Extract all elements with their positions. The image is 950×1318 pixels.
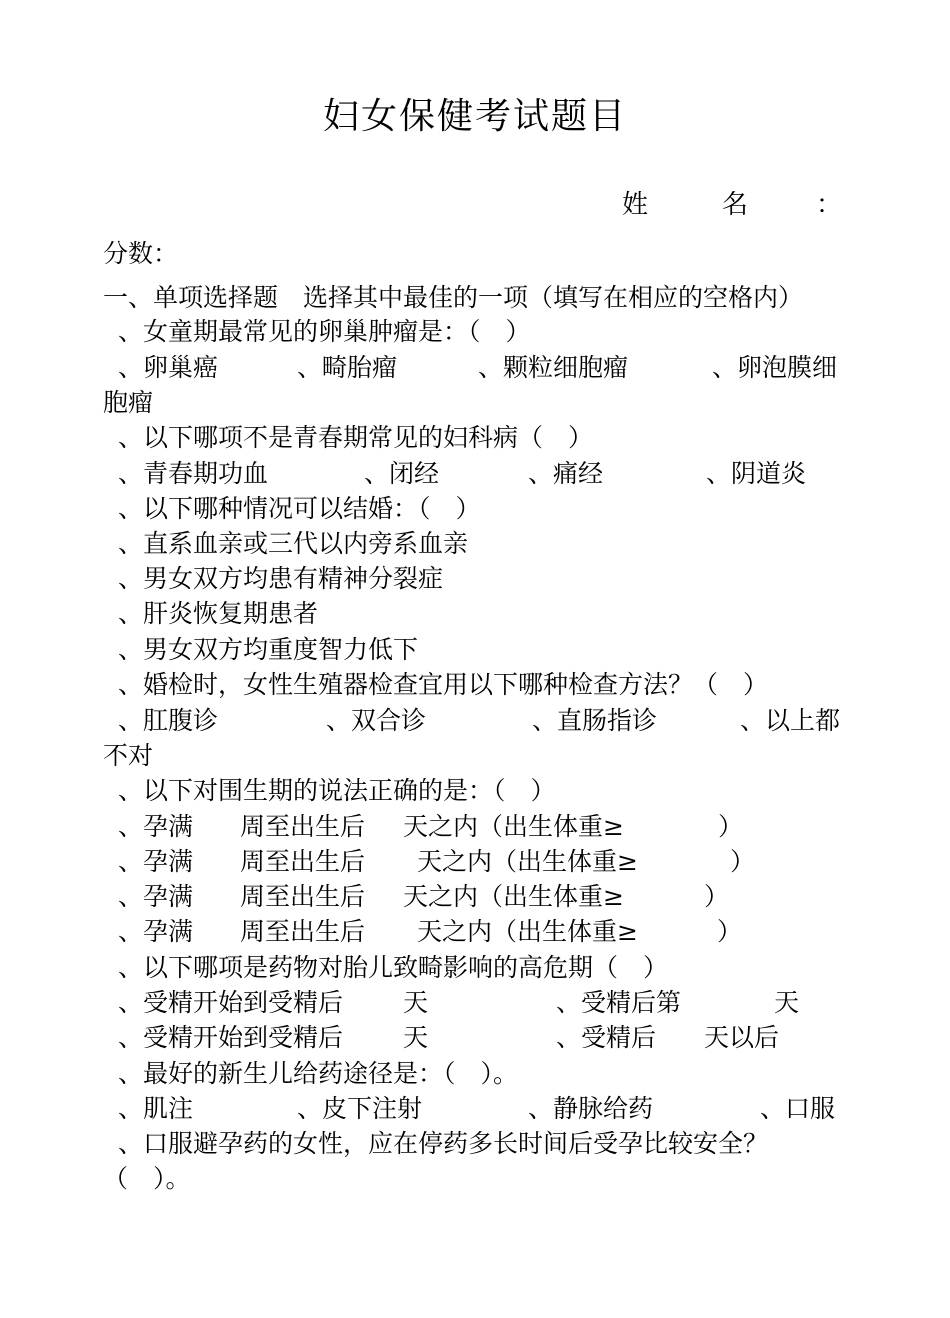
question-1-option-continuation: 胞瘤 xyxy=(103,388,154,417)
question-3-option-a: 、直系血亲或三代以内旁系血亲 xyxy=(118,529,469,558)
option-close: ） xyxy=(730,847,756,876)
option-c: 、静脉给药 xyxy=(528,1094,654,1123)
option-c: 、颗粒细胞瘤 xyxy=(478,353,629,382)
question-4-stem: 、婚检时，女性生殖器检查宜用以下哪种检查方法？（ ） xyxy=(118,670,769,699)
option-b: 、受精后第 xyxy=(556,988,682,1017)
option-d: 、卵泡膜细 xyxy=(712,353,838,382)
option-c: 、受精开始到受精后 xyxy=(118,1023,344,1052)
option-b-unit: 天 xyxy=(774,988,800,1017)
question-2-stem: 、以下哪项不是青春期常见的妇科病（ ） xyxy=(118,423,594,452)
question-3-option-b: 、男女双方均患有精神分裂症 xyxy=(118,564,444,593)
question-8-stem: 、口服避孕药的女性，应在停药多长时间后受孕比较安全？ xyxy=(118,1129,769,1158)
section-heading: 一、单项选择题 选择其中最佳的一项（填写在相应的空格内） xyxy=(103,283,804,312)
question-1-stem: 、女童期最常见的卵巢肿瘤是：（ ） xyxy=(118,317,531,346)
option-d: 、受精后 xyxy=(556,1023,657,1052)
option-a-unit: 天 xyxy=(403,988,429,1017)
score-label: 分数： xyxy=(103,239,179,268)
option-a: 、青春期功血 xyxy=(118,459,269,488)
option-prefix: 、孕满 xyxy=(118,882,194,911)
option-prefix: 、孕满 xyxy=(118,917,194,946)
option-middle: 周至出生后 xyxy=(240,847,366,876)
option-c: 、直肠指诊 xyxy=(532,706,658,735)
option-tail: 天之内（出生体重≥ xyxy=(417,847,638,876)
question-6-stem: 、以下哪项是药物对胎儿致畸影响的高危期（ ） xyxy=(118,953,669,982)
option-d: 、以上都 xyxy=(740,706,841,735)
question-5-stem: 、以下对围生期的说法正确的是：（ ） xyxy=(118,776,556,805)
option-close: ） xyxy=(718,812,744,841)
question-3-option-c: 、肝炎恢复期患者 xyxy=(118,599,319,628)
option-a: 、肛腹诊 xyxy=(118,706,219,735)
question-3-option-d: 、男女双方均重度智力低下 xyxy=(118,635,419,664)
option-close: ） xyxy=(704,882,730,911)
option-middle: 周至出生后 xyxy=(240,882,366,911)
option-tail: 天之内（出生体重≥ xyxy=(403,882,624,911)
option-middle: 周至出生后 xyxy=(240,812,366,841)
option-tail: 天之内（出生体重≥ xyxy=(417,917,638,946)
option-prefix: 、孕满 xyxy=(118,847,194,876)
name-label-char-2: 名 xyxy=(722,190,749,220)
option-prefix: 、孕满 xyxy=(118,812,194,841)
option-tail: 天之内（出生体重≥ xyxy=(403,812,624,841)
option-b: 、闭经 xyxy=(364,459,440,488)
option-close: ） xyxy=(717,917,743,946)
question-7-stem: 、最好的新生儿给药途径是：（ ）。 xyxy=(118,1059,519,1088)
question-8-continuation: （ ）。 xyxy=(103,1164,191,1193)
option-middle: 周至出生后 xyxy=(240,917,366,946)
name-label-char-1: 姓 xyxy=(622,190,649,220)
question-3-stem: 、以下哪种情况可以结婚：（ ） xyxy=(118,494,481,523)
option-a: 、受精开始到受精后 xyxy=(118,988,344,1017)
option-a: 、肌注 xyxy=(118,1094,194,1123)
option-c-unit: 天 xyxy=(403,1023,429,1052)
name-label-colon: ： xyxy=(816,190,843,220)
option-c: 、痛经 xyxy=(528,459,604,488)
option-b: 、皮下注射 xyxy=(297,1094,423,1123)
option-b: 、双合诊 xyxy=(326,706,427,735)
option-a: 、卵巢癌 xyxy=(118,353,219,382)
question-4-option-continuation: 不对 xyxy=(103,741,154,770)
option-d-unit: 天以后 xyxy=(704,1023,780,1052)
page-title: 妇女保健考试题目 xyxy=(322,96,627,137)
option-d: 、口服 xyxy=(760,1094,836,1123)
option-d: 、阴道炎 xyxy=(706,459,807,488)
option-b: 、畸胎瘤 xyxy=(297,353,398,382)
